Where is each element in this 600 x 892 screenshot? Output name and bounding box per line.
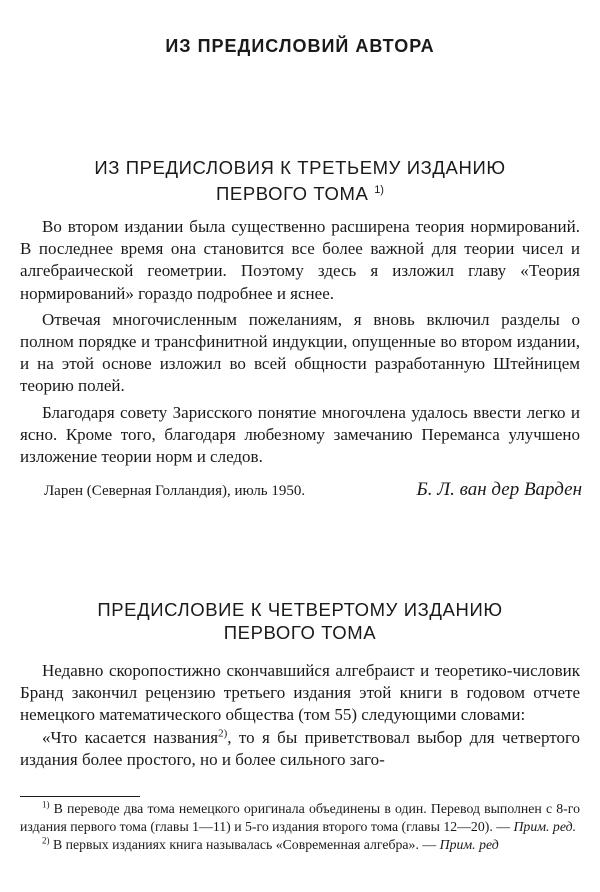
section1-paragraph: Отвечая многочисленным пожеланиям, я вновь включил разделы о полном порядке и трансфинитной индукции, опущенные во втором издании, и на этой основе изложил во всей общности разработанную Штейницем теорию полей. — [20, 309, 580, 396]
footnotes — [20, 800, 580, 854]
section1-title-line2 — [0, 179, 600, 205]
section1-paragraph: Благодаря совету Зарисского понятие многочлена удалось ввести легко и ясно. Кроме того, благодаря любезному замечанию Переманса улучшено изложение теории норм и следов. — [20, 402, 580, 467]
section2-body — [20, 660, 580, 771]
section2-title-line1: ПРЕДИСЛОВИЕ К ЧЕТВЕРТОМУ ИЗДАНИЮ — [97, 599, 503, 620]
section2-paragraph-quote — [20, 727, 580, 771]
footnote-1-editor-note: Прим. ред. — [513, 819, 577, 834]
section2-title — [0, 598, 600, 644]
footnote-divider — [20, 796, 140, 797]
section1-title-line2-text: ПЕРВОГО ТОМА — [216, 183, 369, 205]
section1-title — [0, 156, 600, 205]
section2-paragraph: Недавно скоропостижно скончавшийся алгебраист и теоретико-числовик Бранд закончил рецензию третьего издания этой книги в годовом отчете немецкого математического общества (том 55) следующими словами: — [20, 661, 580, 725]
section1-title-line1: ИЗ ПРЕДИСЛОВИЯ К ТРЕТЬЕМУ ИЗДАНИЮ — [94, 157, 506, 178]
quote-text-start: «Что касается названия — [42, 727, 219, 747]
footnote-2-editor-note: Прим. ред — [439, 837, 499, 852]
section1-paragraph: Во втором издании была существенно расширена теория нормирований. В последнее время она становится все более важной для теории чисел и алгебраической геометрии. Поэтому здесь я изложил главу «Теория нормирований» гораздо подробнее и яснее. — [20, 217, 580, 303]
footnote-1 — [20, 800, 580, 836]
section1-body — [20, 216, 580, 468]
footnote-1-text: В переводе два тома немецкого оригинала объединены в один. Перевод выполнен с 8-го издания первого тома (главы 1—11) и 5-го издания второго тома (главы 12—20). — — [20, 801, 580, 834]
footnote-2 — [20, 836, 580, 854]
signature-row — [44, 479, 582, 503]
author-signature: Б. Л. ван дер Варден — [416, 479, 582, 500]
main-title: ИЗ ПРЕДИСЛОВИЙ АВТОРА — [165, 36, 435, 56]
footnote-2-text: В первых изданиях книга называлась «Современная алгебра». — — [49, 837, 440, 852]
footnote-ref-2: 2) — [218, 726, 228, 739]
section1-title-footnote-mark: 1) — [374, 184, 384, 196]
footnote-1-mark: 1) — [42, 799, 50, 810]
footnote-2-mark: 2) — [42, 835, 50, 846]
section2-title-line2: ПЕРВОГО ТОМА — [223, 622, 377, 643]
quote-text-end: , то я бы приветствовал выбор для четвертого издания более простого, но и более сильного заго- — [20, 727, 580, 769]
place-date: Ларен (Северная Голландия), июль 1950. — [44, 483, 306, 499]
